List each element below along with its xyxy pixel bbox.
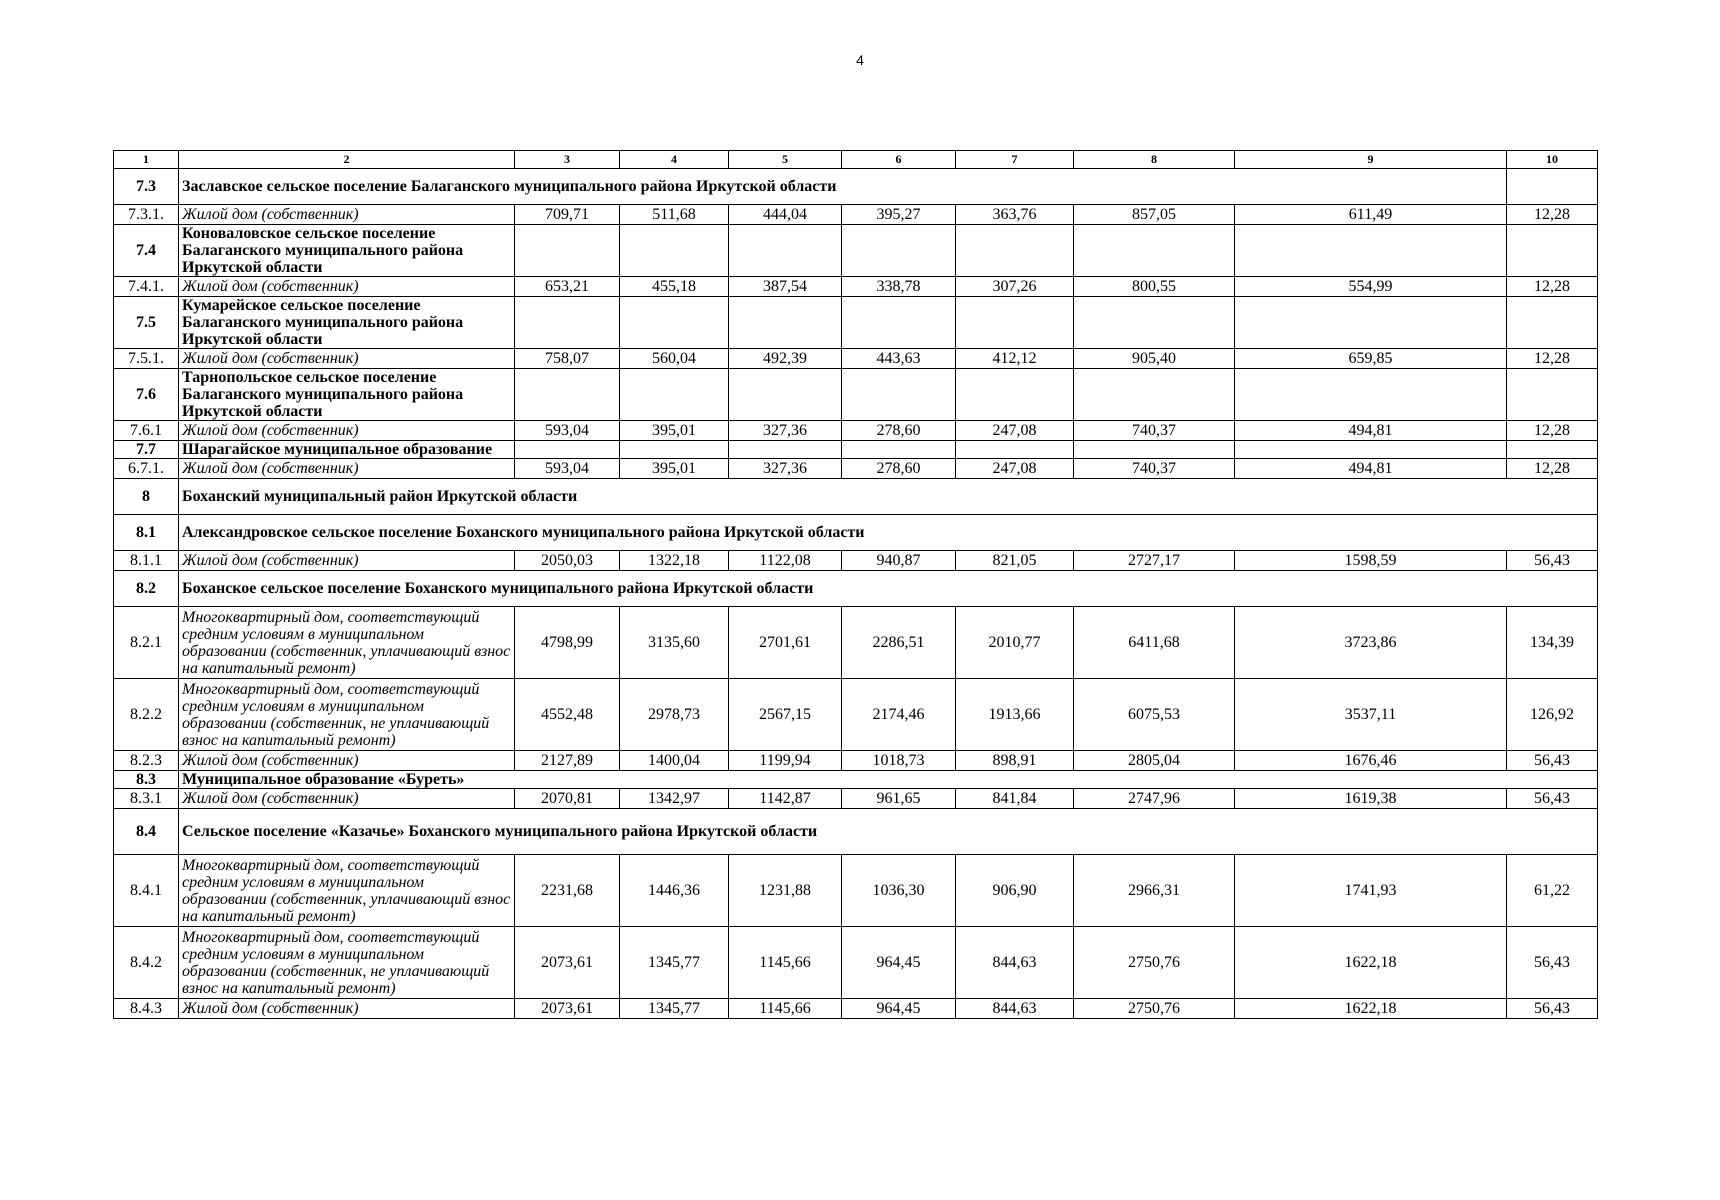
value-cell: 278,60 — [842, 459, 956, 479]
section-number: 7.5 — [114, 297, 179, 349]
column-header: 1 — [114, 151, 179, 169]
value-cell: 2727,17 — [1074, 551, 1235, 571]
table-row — [114, 607, 1598, 679]
value-cell: 740,37 — [1074, 421, 1235, 441]
value-cell: 387,54 — [729, 277, 842, 297]
column-header: 5 — [729, 151, 842, 169]
empty-cell — [1074, 225, 1235, 277]
value-cell: 821,05 — [956, 551, 1074, 571]
column-header: 10 — [1507, 151, 1598, 169]
section-name: Кумарейское сельское поселение Балаганского муниципального района Иркутской области — [179, 297, 515, 349]
value-cell: 511,68 — [620, 205, 729, 225]
housing-type: Многоквартирный дом, соответствующий средним условиям в муниципальном образовании (собственник, уплачивающий взнос на капитальный ремонт) — [179, 607, 515, 679]
value-cell: 2010,77 — [956, 607, 1074, 679]
value-cell: 6075,53 — [1074, 679, 1235, 751]
value-cell: 740,37 — [1074, 459, 1235, 479]
row-number: 8.2.2 — [114, 679, 179, 751]
empty-cell — [515, 441, 620, 459]
value-cell: 4552,48 — [515, 679, 620, 751]
section-number: 8.1 — [114, 515, 179, 551]
column-header: 6 — [842, 151, 956, 169]
table-row — [114, 349, 1598, 369]
value-cell: 56,43 — [1507, 751, 1598, 771]
empty-cell — [956, 297, 1074, 349]
housing-type: Многоквартирный дом, соответствующий средним условиям в муниципальном образовании (собственник, уплачивающий взнос на капитальный ремонт) — [179, 855, 515, 927]
section-row — [114, 369, 1598, 421]
value-cell: 653,21 — [515, 277, 620, 297]
row-number: 8.4.2 — [114, 927, 179, 999]
empty-cell — [842, 297, 956, 349]
section-number: 7.3 — [114, 169, 179, 205]
empty-cell — [1074, 441, 1235, 459]
section-name: Тарнопольское сельское поселение Балаганского муниципального района Иркутской области — [179, 369, 515, 421]
section-number: 8.4 — [114, 809, 179, 855]
value-cell: 940,87 — [842, 551, 956, 571]
section-number: 8 — [114, 479, 179, 515]
value-cell: 395,01 — [620, 459, 729, 479]
table-row — [114, 205, 1598, 225]
value-cell: 2073,61 — [515, 999, 620, 1019]
value-cell: 134,39 — [1507, 607, 1598, 679]
value-cell: 2174,46 — [842, 679, 956, 751]
section-name: Боханский муниципальный район Иркутской области — [179, 479, 1598, 515]
empty-cell — [1507, 169, 1598, 205]
section-row — [114, 441, 1598, 459]
section-name: Боханское сельское поселение Боханского муниципального района Иркутской области — [179, 571, 1598, 607]
value-cell: 56,43 — [1507, 927, 1598, 999]
value-cell: 593,04 — [515, 421, 620, 441]
value-cell: 2978,73 — [620, 679, 729, 751]
row-number: 8.4.1 — [114, 855, 179, 927]
housing-type: Жилой дом (собственник) — [179, 459, 515, 479]
value-cell: 2750,76 — [1074, 999, 1235, 1019]
section-row — [114, 571, 1598, 607]
empty-cell — [956, 441, 1074, 459]
table-row — [114, 277, 1598, 297]
empty-cell — [956, 225, 1074, 277]
value-cell: 12,28 — [1507, 459, 1598, 479]
value-cell: 4798,99 — [515, 607, 620, 679]
column-header: 3 — [515, 151, 620, 169]
column-header: 9 — [1235, 151, 1507, 169]
value-cell: 338,78 — [842, 277, 956, 297]
section-row — [114, 809, 1598, 855]
row-number: 7.3.1. — [114, 205, 179, 225]
row-number: 7.4.1. — [114, 277, 179, 297]
value-cell: 1199,94 — [729, 751, 842, 771]
empty-cell — [1074, 297, 1235, 349]
table-row — [114, 789, 1598, 809]
value-cell: 3537,11 — [1235, 679, 1507, 751]
column-header: 7 — [956, 151, 1074, 169]
value-cell: 1676,46 — [1235, 751, 1507, 771]
value-cell: 12,28 — [1507, 349, 1598, 369]
value-cell: 327,36 — [729, 459, 842, 479]
value-cell: 412,12 — [956, 349, 1074, 369]
value-cell: 492,39 — [729, 349, 842, 369]
section-number: 8.2 — [114, 571, 179, 607]
empty-cell — [1235, 369, 1507, 421]
section-row — [114, 225, 1598, 277]
section-name: Муниципальное образование «Буреть» — [179, 771, 1598, 789]
value-cell: 2050,03 — [515, 551, 620, 571]
housing-type: Жилой дом (собственник) — [179, 421, 515, 441]
value-cell: 3723,86 — [1235, 607, 1507, 679]
value-cell: 1598,59 — [1235, 551, 1507, 571]
value-cell: 905,40 — [1074, 349, 1235, 369]
value-cell: 1142,87 — [729, 789, 842, 809]
value-cell: 247,08 — [956, 421, 1074, 441]
value-cell: 455,18 — [620, 277, 729, 297]
empty-cell — [1507, 297, 1598, 349]
value-cell: 709,71 — [515, 205, 620, 225]
value-cell: 6411,68 — [1074, 607, 1235, 679]
empty-cell — [729, 225, 842, 277]
row-number: 8.2.1 — [114, 607, 179, 679]
value-cell: 12,28 — [1507, 421, 1598, 441]
value-cell: 964,45 — [842, 927, 956, 999]
section-name: Шарагайское муниципальное образование — [179, 441, 515, 459]
housing-type: Жилой дом (собственник) — [179, 751, 515, 771]
section-name: Сельское поселение «Казачье» Боханского муниципального района Иркутской области — [179, 809, 1598, 855]
value-cell: 560,04 — [620, 349, 729, 369]
empty-cell — [620, 369, 729, 421]
value-cell: 1145,66 — [729, 999, 842, 1019]
value-cell: 906,90 — [956, 855, 1074, 927]
section-number: 7.4 — [114, 225, 179, 277]
value-cell: 56,43 — [1507, 551, 1598, 571]
empty-cell — [1235, 441, 1507, 459]
value-cell: 2750,76 — [1074, 927, 1235, 999]
table-row — [114, 551, 1598, 571]
table-row — [114, 999, 1598, 1019]
value-cell: 2966,31 — [1074, 855, 1235, 927]
housing-type: Жилой дом (собственник) — [179, 999, 515, 1019]
empty-cell — [620, 225, 729, 277]
housing-type: Жилой дом (собственник) — [179, 205, 515, 225]
housing-type: Многоквартирный дом, соответствующий средним условиям в муниципальном образовании (собственник, не уплачивающий взнос на капитальный ремонт) — [179, 679, 515, 751]
value-cell: 758,07 — [515, 349, 620, 369]
housing-type: Жилой дом (собственник) — [179, 349, 515, 369]
value-cell: 800,55 — [1074, 277, 1235, 297]
empty-cell — [620, 441, 729, 459]
value-cell: 1400,04 — [620, 751, 729, 771]
value-cell: 964,45 — [842, 999, 956, 1019]
value-cell: 395,27 — [842, 205, 956, 225]
value-cell: 12,28 — [1507, 205, 1598, 225]
table-row — [114, 679, 1598, 751]
row-number: 8.1.1 — [114, 551, 179, 571]
value-cell: 1345,77 — [620, 927, 729, 999]
value-cell: 247,08 — [956, 459, 1074, 479]
empty-cell — [1507, 369, 1598, 421]
housing-type: Жилой дом (собственник) — [179, 551, 515, 571]
value-cell: 395,01 — [620, 421, 729, 441]
table-row — [114, 855, 1598, 927]
row-number: 7.6.1 — [114, 421, 179, 441]
row-number: 6.7.1. — [114, 459, 179, 479]
value-cell: 1741,93 — [1235, 855, 1507, 927]
row-number: 8.2.3 — [114, 751, 179, 771]
value-cell: 2070,81 — [515, 789, 620, 809]
empty-cell — [729, 441, 842, 459]
value-cell: 2286,51 — [842, 607, 956, 679]
value-cell: 2127,89 — [515, 751, 620, 771]
section-name: Коноваловское сельское поселение Балаганского муниципального района Иркутской области — [179, 225, 515, 277]
section-row — [114, 515, 1598, 551]
column-header: 8 — [1074, 151, 1235, 169]
value-cell: 3135,60 — [620, 607, 729, 679]
table-row — [114, 927, 1598, 999]
empty-cell — [1507, 441, 1598, 459]
empty-cell — [729, 297, 842, 349]
section-name: Александровское сельское поселение Боханского муниципального района Иркутской области — [179, 515, 1598, 551]
section-number: 7.6 — [114, 369, 179, 421]
value-cell: 1322,18 — [620, 551, 729, 571]
column-header: 4 — [620, 151, 729, 169]
value-cell: 554,99 — [1235, 277, 1507, 297]
value-cell: 56,43 — [1507, 999, 1598, 1019]
value-cell: 1122,08 — [729, 551, 842, 571]
section-row — [114, 169, 1598, 205]
value-cell: 961,65 — [842, 789, 956, 809]
value-cell: 56,43 — [1507, 789, 1598, 809]
housing-type: Многоквартирный дом, соответствующий средним условиям в муниципальном образовании (собственник, не уплачивающий взнос на капитальный ремонт) — [179, 927, 515, 999]
page-number: 4 — [856, 52, 864, 68]
empty-cell — [1235, 297, 1507, 349]
value-cell: 363,76 — [956, 205, 1074, 225]
value-cell: 1622,18 — [1235, 999, 1507, 1019]
housing-type: Жилой дом (собственник) — [179, 277, 515, 297]
value-cell: 841,84 — [956, 789, 1074, 809]
value-cell: 444,04 — [729, 205, 842, 225]
column-header: 2 — [179, 151, 515, 169]
value-cell: 494,81 — [1235, 421, 1507, 441]
value-cell: 857,05 — [1074, 205, 1235, 225]
value-cell: 494,81 — [1235, 459, 1507, 479]
section-number: 8.3 — [114, 771, 179, 789]
empty-cell — [620, 297, 729, 349]
value-cell: 2231,68 — [515, 855, 620, 927]
value-cell: 1231,88 — [729, 855, 842, 927]
empty-cell — [515, 225, 620, 277]
value-cell: 1345,77 — [620, 999, 729, 1019]
value-cell: 611,49 — [1235, 205, 1507, 225]
value-cell: 844,63 — [956, 999, 1074, 1019]
value-cell: 307,26 — [956, 277, 1074, 297]
section-row — [114, 479, 1598, 515]
tariff-table — [113, 150, 1598, 1019]
value-cell: 126,92 — [1507, 679, 1598, 751]
table-row — [114, 751, 1598, 771]
section-number: 7.7 — [114, 441, 179, 459]
row-number: 8.3.1 — [114, 789, 179, 809]
value-cell: 1622,18 — [1235, 927, 1507, 999]
value-cell: 12,28 — [1507, 277, 1598, 297]
empty-cell — [729, 369, 842, 421]
empty-cell — [956, 369, 1074, 421]
value-cell: 2805,04 — [1074, 751, 1235, 771]
empty-cell — [842, 369, 956, 421]
value-cell: 659,85 — [1235, 349, 1507, 369]
table-row — [114, 459, 1598, 479]
value-cell: 1342,97 — [620, 789, 729, 809]
empty-cell — [1235, 225, 1507, 277]
empty-cell — [515, 297, 620, 349]
value-cell: 2567,15 — [729, 679, 842, 751]
section-name: Заславское сельское поселение Балаганского муниципального района Иркутской области — [179, 169, 1507, 205]
value-cell: 327,36 — [729, 421, 842, 441]
value-cell: 443,63 — [842, 349, 956, 369]
value-cell: 844,63 — [956, 927, 1074, 999]
value-cell: 1446,36 — [620, 855, 729, 927]
empty-cell — [842, 441, 956, 459]
value-cell: 593,04 — [515, 459, 620, 479]
value-cell: 2701,61 — [729, 607, 842, 679]
value-cell: 898,91 — [956, 751, 1074, 771]
section-row — [114, 771, 1598, 789]
housing-type: Жилой дом (собственник) — [179, 789, 515, 809]
value-cell: 1036,30 — [842, 855, 956, 927]
table-header-row — [114, 151, 1598, 169]
value-cell: 278,60 — [842, 421, 956, 441]
value-cell: 1018,73 — [842, 751, 956, 771]
empty-cell — [515, 369, 620, 421]
empty-cell — [1074, 369, 1235, 421]
row-number: 8.4.3 — [114, 999, 179, 1019]
empty-cell — [1507, 225, 1598, 277]
empty-cell — [842, 225, 956, 277]
value-cell: 1145,66 — [729, 927, 842, 999]
value-cell: 61,22 — [1507, 855, 1598, 927]
table-row — [114, 421, 1598, 441]
table-body — [114, 151, 1598, 1019]
value-cell: 2073,61 — [515, 927, 620, 999]
row-number: 7.5.1. — [114, 349, 179, 369]
value-cell: 2747,96 — [1074, 789, 1235, 809]
section-row — [114, 297, 1598, 349]
value-cell: 1913,66 — [956, 679, 1074, 751]
value-cell: 1619,38 — [1235, 789, 1507, 809]
